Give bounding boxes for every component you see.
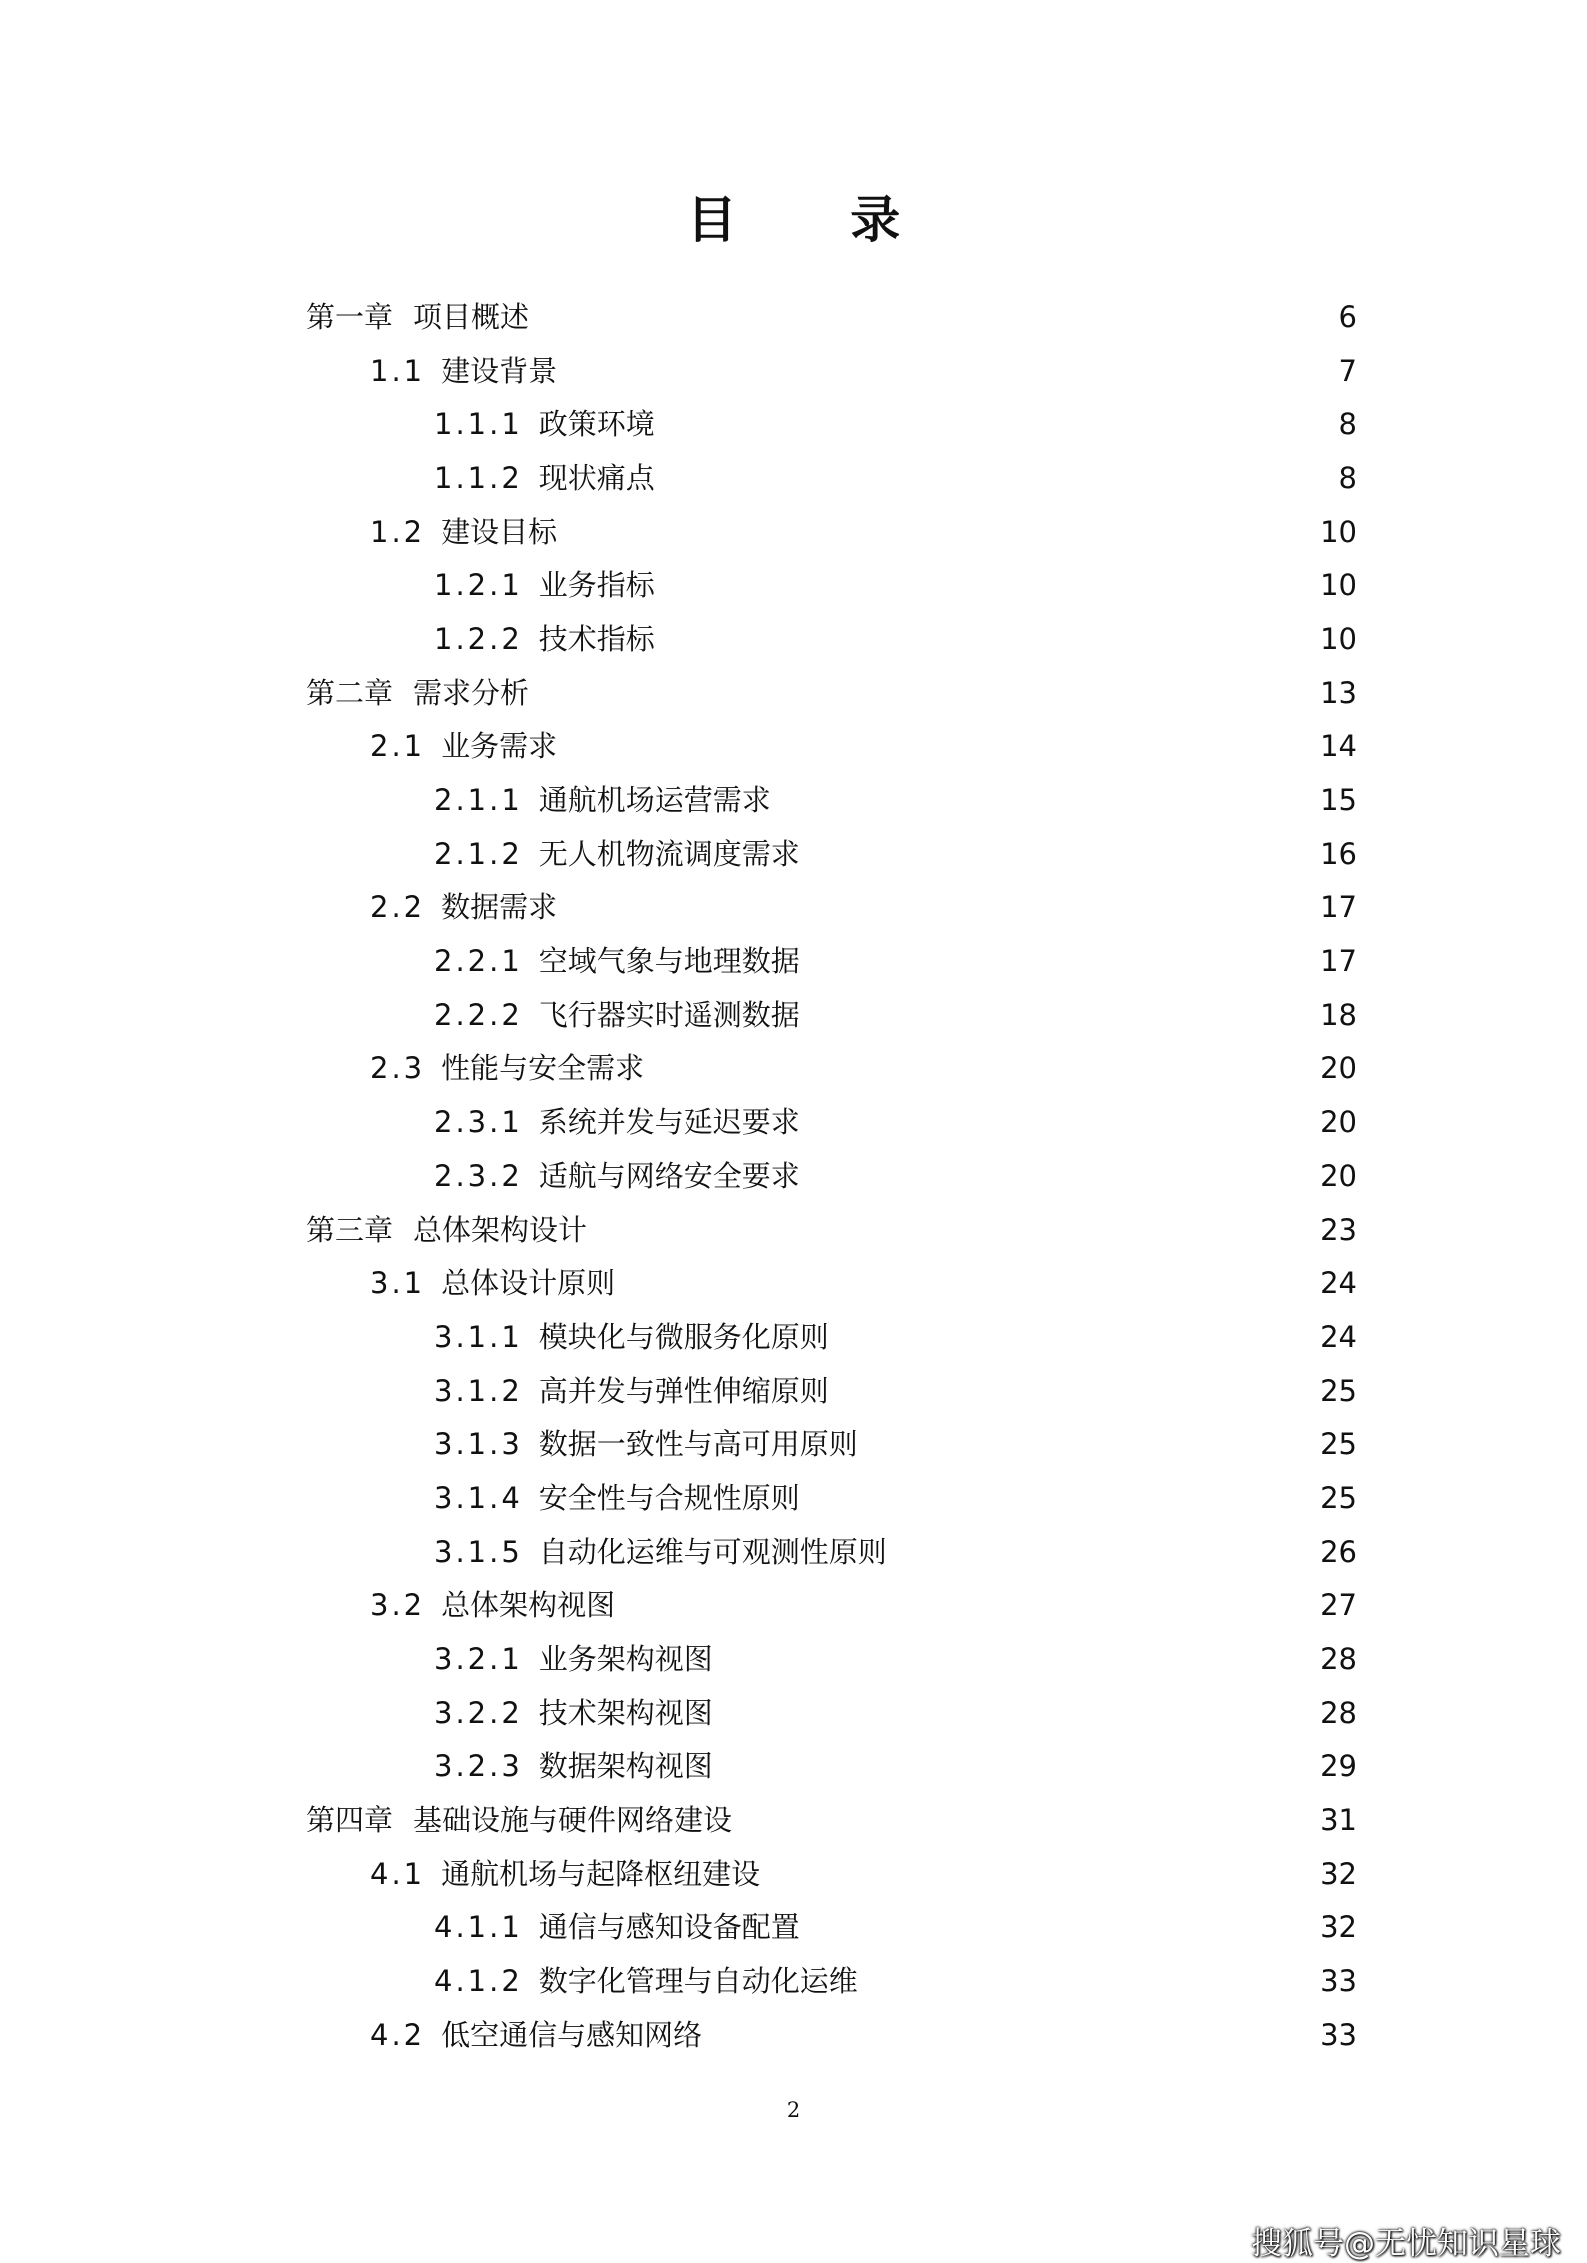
toc-entry[interactable]	[0, 558, 1587, 612]
toc-entry-number: 2.2.2	[434, 997, 523, 1032]
dot-leader	[812, 1001, 1308, 1029]
dot-leader	[627, 1269, 1308, 1297]
toc-entry-label: 数据需求	[441, 890, 558, 925]
toc-entry-label: 性能与安全需求	[441, 1051, 645, 1086]
toc-entry-label: 业务指标	[538, 568, 655, 603]
toc-entry-label: 低空通信与感知网络	[441, 2017, 703, 2052]
toc-entry-number: 3.1.2	[434, 1373, 523, 1408]
toc-entry-label: 通航机场运营需求	[538, 783, 771, 818]
toc-entry-label: 数字化管理与自动化运维	[538, 1964, 858, 1999]
toc-entry[interactable]	[0, 2008, 1587, 2062]
dot-leader	[541, 679, 1308, 707]
toc-entry-label: 政策环境	[538, 407, 655, 442]
toc-entry-number: 1.1.1	[434, 407, 523, 442]
dot-leader	[870, 1430, 1308, 1458]
toc-entry-page: 24	[1320, 1319, 1357, 1354]
toc-entry[interactable]	[0, 1417, 1587, 1471]
dot-leader	[812, 1162, 1308, 1190]
toc-entry-number: 2.1	[370, 729, 426, 764]
toc-entry-page: 29	[1320, 1749, 1357, 1784]
toc-entry-label: 现状痛点	[538, 460, 655, 495]
dot-leader	[783, 786, 1308, 814]
toc-entry-page: 10	[1320, 568, 1357, 603]
toc-entry-page: 17	[1320, 944, 1357, 979]
dot-leader	[667, 410, 1315, 438]
toc-entry-page: 13	[1320, 675, 1357, 710]
toc-entry-page: 32	[1320, 1910, 1357, 1945]
dot-leader	[772, 1860, 1308, 1888]
toc-entry-label: 适航与网络安全要求	[538, 1158, 800, 1193]
toc-entry-number: 第一章	[306, 299, 394, 334]
toc-entry-number: 1.2	[370, 514, 426, 549]
toc-entry[interactable]	[0, 1095, 1587, 1149]
toc-entry-number: 2.3.2	[434, 1158, 523, 1193]
toc-entry-page: 6	[1338, 299, 1357, 334]
toc-entry-page: 16	[1320, 836, 1357, 871]
toc-entry-number: 3.1.3	[434, 1427, 523, 1462]
toc-entry-page: 23	[1320, 1212, 1357, 1247]
page-number: 2	[786, 2098, 801, 2122]
toc-entry-label: 自动化运维与可观测性原则	[538, 1534, 887, 1569]
dot-leader	[714, 2021, 1308, 2049]
toc-entry-label: 安全性与合规性原则	[538, 1480, 800, 1515]
toc-entry-label: 系统并发与延迟要求	[538, 1105, 800, 1140]
dot-leader	[812, 947, 1308, 975]
toc-entry-number: 4.1.2	[434, 1964, 523, 1999]
toc-entry[interactable]	[0, 988, 1587, 1042]
toc-entry-page: 25	[1320, 1373, 1357, 1408]
dot-leader	[841, 1323, 1308, 1351]
toc-entry-number: 3.1	[370, 1266, 426, 1301]
toc-entry-page: 20	[1320, 1105, 1357, 1140]
toc-entry[interactable]	[0, 1256, 1587, 1310]
dot-leader	[725, 1699, 1308, 1727]
toc-entry[interactable]	[0, 1525, 1587, 1579]
dot-leader	[744, 1806, 1308, 1834]
toc-entry-label: 总体架构视图	[441, 1588, 616, 1623]
toc-entry[interactable]	[0, 773, 1587, 827]
table-of-contents	[0, 290, 1587, 2062]
toc-entry[interactable]	[0, 1954, 1587, 2008]
toc-entry-number: 2.3	[370, 1051, 426, 1086]
toc-entry[interactable]	[0, 1579, 1587, 1633]
toc-entry-page: 25	[1320, 1480, 1357, 1515]
toc-entry[interactable]	[0, 612, 1587, 666]
toc-entry[interactable]	[0, 290, 1587, 344]
dot-leader	[541, 303, 1315, 331]
toc-entry-number: 1.1	[370, 353, 426, 388]
toc-entry[interactable]	[0, 934, 1587, 988]
watermark: 搜狐号@无忧知识星球	[1251, 2226, 1561, 2262]
toc-entry-page: 31	[1320, 1803, 1357, 1838]
toc-entry-label: 飞行器实时遥测数据	[538, 997, 800, 1032]
toc-entry-page: 14	[1320, 729, 1357, 764]
toc-entry[interactable]	[0, 1471, 1587, 1525]
toc-entry-number: 第三章	[306, 1212, 394, 1247]
page-title: 目 录	[686, 191, 949, 249]
toc-entry[interactable]	[0, 1203, 1587, 1257]
toc-entry-number: 3.2.1	[434, 1642, 523, 1677]
toc-entry-page: 28	[1320, 1695, 1357, 1730]
dot-leader	[812, 1108, 1308, 1136]
toc-entry[interactable]	[0, 1901, 1587, 1955]
toc-entry-number: 3.2.2	[434, 1695, 523, 1730]
toc-entry[interactable]	[0, 881, 1587, 935]
toc-entry-page: 28	[1320, 1642, 1357, 1677]
toc-entry[interactable]	[0, 1042, 1587, 1096]
toc-entry-label: 空域气象与地理数据	[538, 944, 800, 979]
toc-entry-number: 1.2.2	[434, 621, 523, 656]
dot-leader	[725, 1752, 1308, 1780]
toc-entry-number: 2.2	[370, 890, 426, 925]
toc-entry[interactable]	[0, 1793, 1587, 1847]
toc-entry-label: 建设目标	[441, 514, 558, 549]
toc-entry-page: 10	[1320, 514, 1357, 549]
toc-entry[interactable]	[0, 1686, 1587, 1740]
toc-entry-number: 4.2	[370, 2017, 426, 2052]
toc-entry-label: 业务需求	[441, 729, 558, 764]
toc-entry-label: 通航机场与起降枢纽建设	[441, 1856, 761, 1891]
toc-entry-number: 1.1.2	[434, 460, 523, 495]
toc-entry-number: 3.1.4	[434, 1480, 523, 1515]
dot-leader	[569, 893, 1308, 921]
toc-entry-number: 3.1.5	[434, 1534, 523, 1569]
toc-entry-label: 数据架构视图	[538, 1749, 713, 1784]
toc-entry[interactable]	[0, 1149, 1587, 1203]
toc-entry[interactable]	[0, 1740, 1587, 1794]
dot-leader	[627, 1591, 1308, 1619]
toc-entry-page: 8	[1338, 460, 1357, 495]
toc-entry-page: 7	[1338, 353, 1357, 388]
toc-entry-label: 建设背景	[441, 353, 558, 388]
toc-entry-page: 20	[1320, 1158, 1357, 1193]
toc-entry-page: 24	[1320, 1266, 1357, 1301]
toc-entry-page: 33	[1320, 2017, 1357, 2052]
toc-entry-label: 总体设计原则	[441, 1266, 616, 1301]
toc-entry[interactable]	[0, 827, 1587, 881]
toc-entry[interactable]	[0, 505, 1587, 559]
toc-entry-page: 10	[1320, 621, 1357, 656]
toc-entry[interactable]	[0, 397, 1587, 451]
toc-entry-page: 17	[1320, 890, 1357, 925]
toc-entry-label: 数据一致性与高可用原则	[538, 1427, 858, 1462]
dot-leader	[569, 732, 1308, 760]
toc-entry-label: 技术指标	[538, 621, 655, 656]
toc-entry-page: 26	[1320, 1534, 1357, 1569]
dot-leader	[812, 840, 1308, 868]
toc-entry-page: 25	[1320, 1427, 1357, 1462]
dot-leader	[725, 1645, 1308, 1673]
toc-entry[interactable]	[0, 720, 1587, 774]
toc-entry-page: 8	[1338, 407, 1357, 442]
toc-entry[interactable]	[0, 666, 1587, 720]
toc-entry-number: 3.2.3	[434, 1749, 523, 1784]
dot-leader	[812, 1913, 1308, 1941]
toc-entry-number: 4.1	[370, 1856, 426, 1891]
toc-entry-page: 33	[1320, 1964, 1357, 1999]
toc-entry-page: 20	[1320, 1051, 1357, 1086]
toc-entry-page: 32	[1320, 1856, 1357, 1891]
dot-leader	[569, 357, 1315, 385]
toc-entry-label: 无人机物流调度需求	[538, 836, 800, 871]
toc-entry[interactable]	[0, 1632, 1587, 1686]
toc-entry-number: 1.2.1	[434, 568, 523, 603]
toc-entry-label: 技术架构视图	[538, 1695, 713, 1730]
toc-entry-label: 模块化与微服务化原则	[538, 1319, 829, 1354]
toc-entry-number: 3.2	[370, 1588, 426, 1623]
toc-entry-label: 高并发与弹性伸缩原则	[538, 1373, 829, 1408]
toc-entry[interactable]	[0, 1310, 1587, 1364]
toc-entry[interactable]	[0, 344, 1587, 398]
toc-entry-number: 第二章	[306, 675, 394, 710]
dot-leader	[667, 625, 1308, 653]
toc-entry-page: 15	[1320, 783, 1357, 818]
toc-entry-number: 第四章	[306, 1803, 394, 1838]
toc-entry[interactable]	[0, 1364, 1587, 1418]
toc-entry-number: 3.1.1	[434, 1319, 523, 1354]
toc-entry-number: 2.2.1	[434, 944, 523, 979]
dot-leader	[667, 464, 1315, 492]
toc-entry-label: 基础设施与硬件网络建设	[413, 1803, 733, 1838]
toc-entry-number: 4.1.1	[434, 1910, 523, 1945]
toc-entry-number: 2.1.2	[434, 836, 523, 871]
dot-leader	[656, 1054, 1308, 1082]
dot-leader	[899, 1538, 1308, 1566]
toc-entry-label: 通信与感知设备配置	[538, 1910, 800, 1945]
toc-entry-page: 18	[1320, 997, 1357, 1032]
dot-leader	[667, 571, 1308, 599]
toc-entry[interactable]	[0, 1847, 1587, 1901]
dot-leader	[870, 1967, 1308, 1995]
dot-leader	[569, 518, 1308, 546]
toc-entry-label: 项目概述	[413, 299, 530, 334]
dot-leader	[812, 1484, 1308, 1512]
toc-entry-page: 27	[1320, 1588, 1357, 1623]
dot-leader	[841, 1377, 1308, 1405]
dot-leader	[599, 1216, 1308, 1244]
toc-entry[interactable]	[0, 451, 1587, 505]
toc-entry-label: 业务架构视图	[538, 1642, 713, 1677]
toc-entry-number: 2.1.1	[434, 783, 523, 818]
toc-entry-label: 需求分析	[413, 675, 530, 710]
toc-entry-number: 2.3.1	[434, 1105, 523, 1140]
toc-entry-label: 总体架构设计	[413, 1212, 588, 1247]
